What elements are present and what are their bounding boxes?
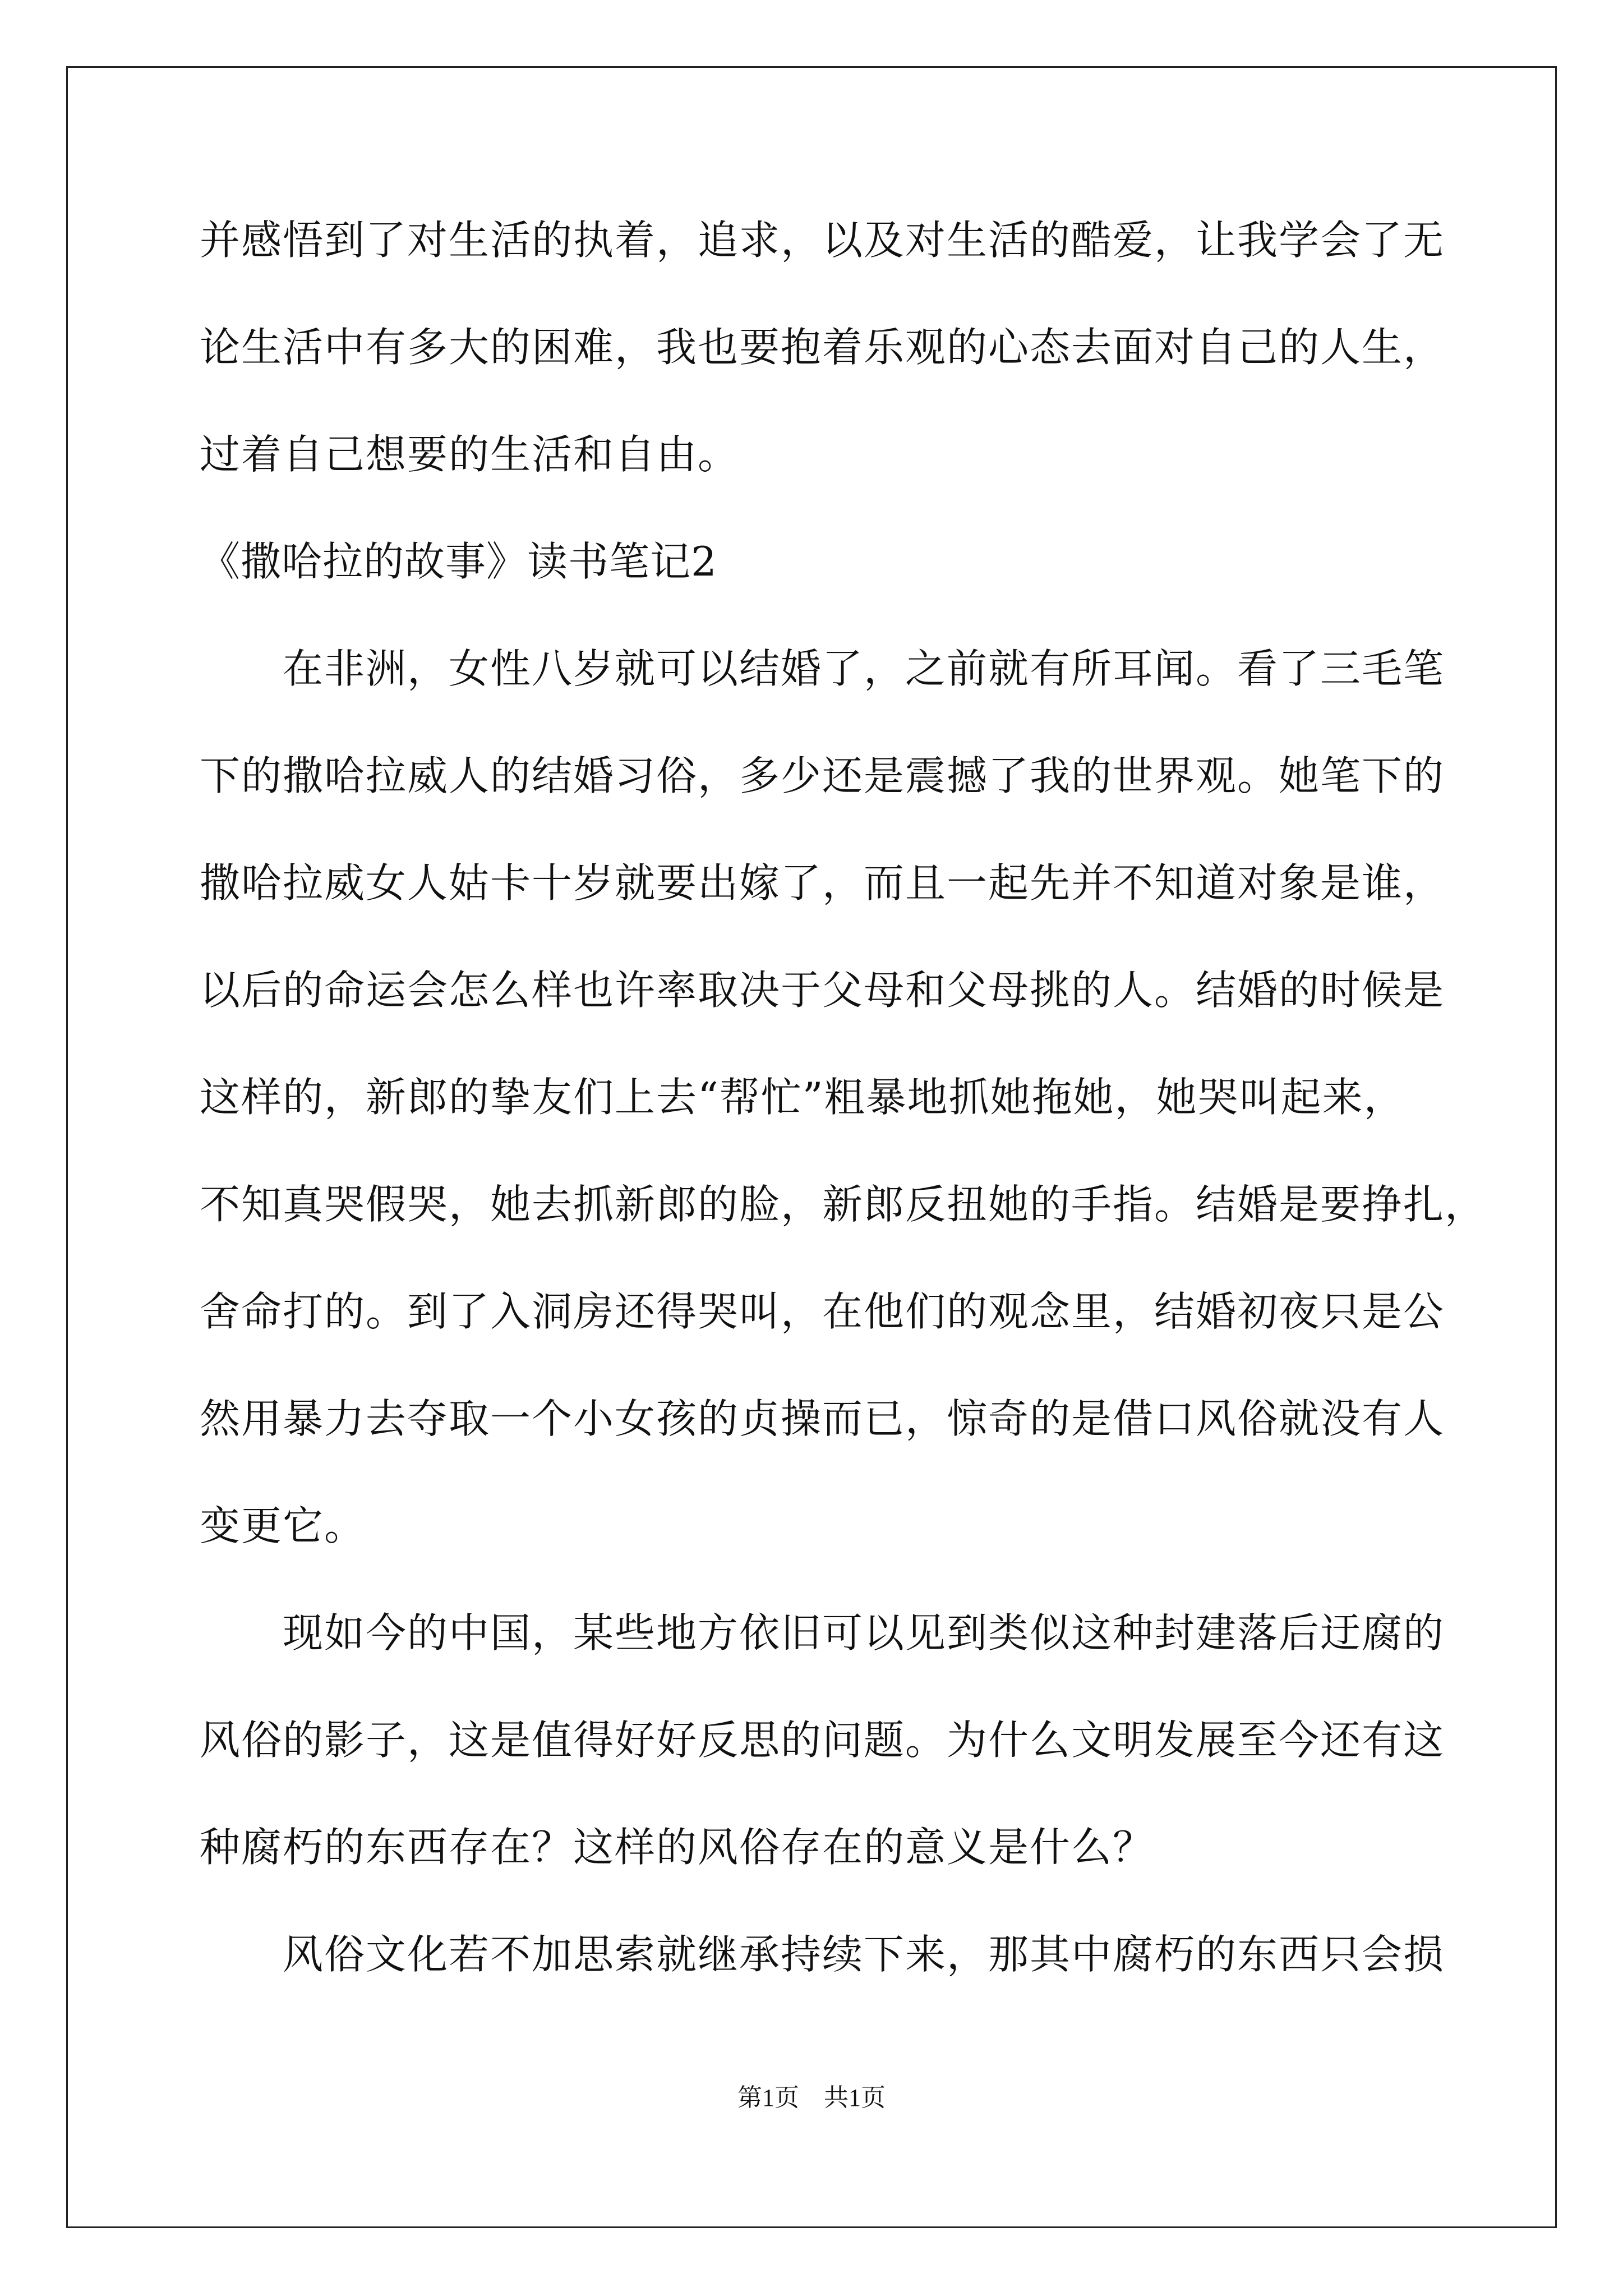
page-number-footer: 第1页 共1页 — [737, 2084, 886, 2111]
paragraph-line: 在非洲，女性八岁就可以结婚了，之前就有所耳闻。看了三毛笔 — [283, 645, 1445, 692]
section-heading: 《撒哈拉的故事》读书笔记2 — [200, 538, 717, 585]
paragraph-line: 舍命打的。到了入洞房还得哭叫，在他们的观念里，结婚初夜只是公 — [200, 1288, 1445, 1335]
paragraph-line: 下的撒哈拉威人的结婚习俗，多少还是震撼了我的世界观。她笔下的 — [200, 752, 1445, 799]
paragraph-line: 种腐朽的东西存在？这样的风俗存在的意义是什么？ — [200, 1824, 1155, 1871]
paragraph-line: 不知真哭假哭，她去抓新郎的脸，新郎反扭她的手指。结婚是要挣扎， — [200, 1181, 1487, 1228]
paragraph-line: 变更它。 — [200, 1502, 366, 1549]
paragraph-line: 风俗文化若不加思索就继承持续下来，那其中腐朽的东西只会损 — [283, 1931, 1445, 1978]
paragraph-line: 论生活中有多大的困难，我也要抱着乐观的心态去面对自己的人生， — [200, 324, 1445, 371]
paragraph-line: 过着自己想要的生活和自由。 — [200, 431, 740, 478]
paragraph-line: 并感悟到了对生活的执着，追求，以及对生活的酷爱，让我学会了无 — [200, 217, 1445, 264]
paragraph-line: 现如今的中国，某些地方依旧可以见到类似这种封建落后迂腐的 — [283, 1609, 1445, 1657]
paragraph-line: 这样的，新郎的挚友们上去“帮忙”粗暴地抓她拖她，她哭叫起来， — [200, 1074, 1405, 1121]
page-border — [66, 66, 1557, 2228]
paragraph-line: 风俗的影子，这是值得好好反思的问题。为什么文明发展至今还有这 — [200, 1717, 1445, 1764]
paragraph-line: 撒哈拉威女人姑卡十岁就要出嫁了，而且一起先并不知道对象是谁， — [200, 859, 1445, 907]
paragraph-line: 以后的命运会怎么样也许率取决于父母和父母挑的人。结婚的时候是 — [200, 967, 1445, 1014]
paragraph-line: 然用暴力去夺取一个小女孩的贞操而已，惊奇的是借口风俗就没有人 — [200, 1395, 1445, 1442]
